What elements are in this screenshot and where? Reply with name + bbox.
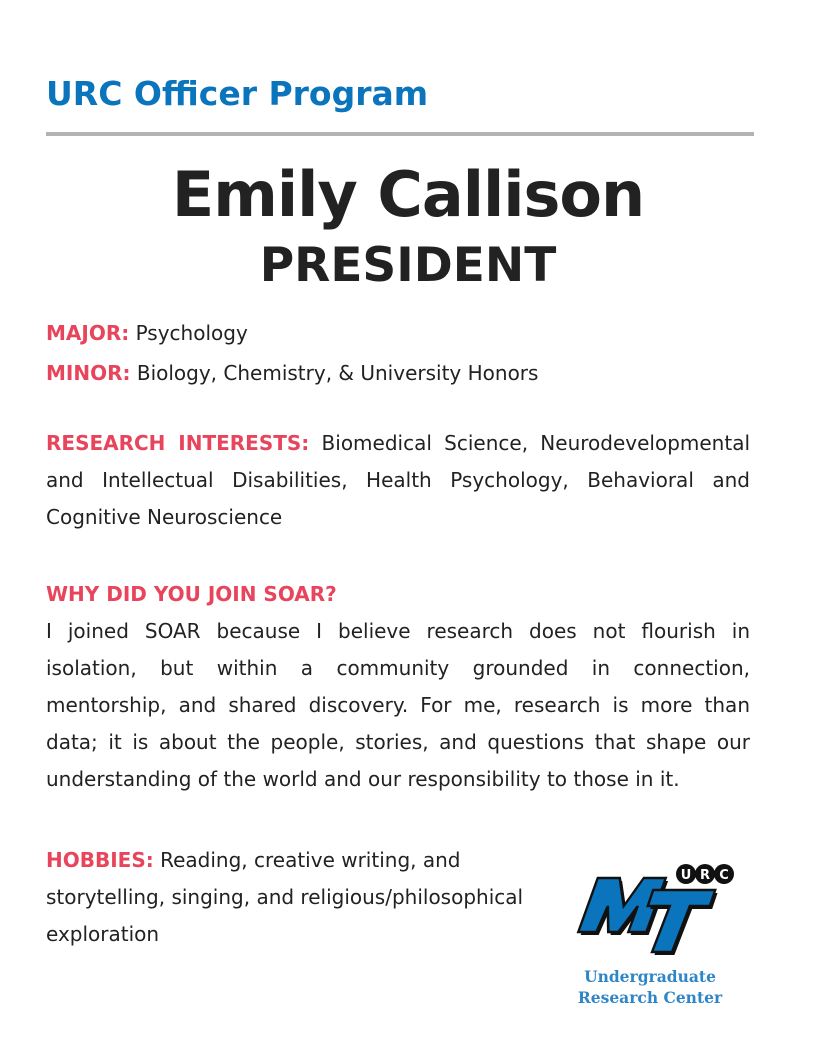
svg-text:U: U — [680, 868, 692, 883]
program-title: URC Officer Program — [46, 74, 429, 113]
research-interests — [46, 425, 750, 536]
hobbies-value: Reading, creative writing, and storytelling, singing, and religious/philosophical exploration — [46, 848, 524, 946]
hobbies — [46, 842, 556, 953]
why-join-answer: I joined SOAR because I believe research does not flourish in isolation, but within a community grounded in connection, mentorship, and shared discovery. For me, research is more than data; it is about the people, stories, and questions that shape our understanding of the world and our responsibility to those in it. — [46, 619, 750, 791]
mt-urc-logo — [572, 858, 736, 958]
major-value: Psychology — [135, 321, 248, 345]
why-join-heading: WHY DID YOU JOIN SOAR? — [46, 582, 337, 606]
minor-line — [46, 358, 538, 388]
svg-text:R: R — [699, 868, 711, 883]
officer-role: PRESIDENT — [259, 238, 557, 293]
logo-caption-line2: Research Center — [577, 988, 723, 1007]
header-divider — [46, 132, 754, 136]
hobbies-label: HOBBIES: — [46, 848, 154, 872]
urc-badge — [676, 864, 734, 884]
minor-value: Biology, Chemistry, & University Honors — [136, 361, 539, 385]
svg-text:C: C — [719, 868, 729, 883]
officer-name: Emily Callison — [171, 158, 645, 231]
logo-caption-line1: Undergraduate — [584, 967, 716, 986]
logo-caption — [560, 966, 740, 1008]
major-label: MAJOR: — [46, 321, 130, 345]
research-label: RESEARCH INTERESTS: — [46, 431, 310, 455]
minor-label: MINOR: — [46, 361, 131, 385]
research-value: Biomedical Science, Neurodevelopmental and Intellectual Disabilities, Health Psychology, Behavioral and Cognitive Neuroscience — [46, 431, 751, 529]
major-line — [46, 318, 248, 348]
